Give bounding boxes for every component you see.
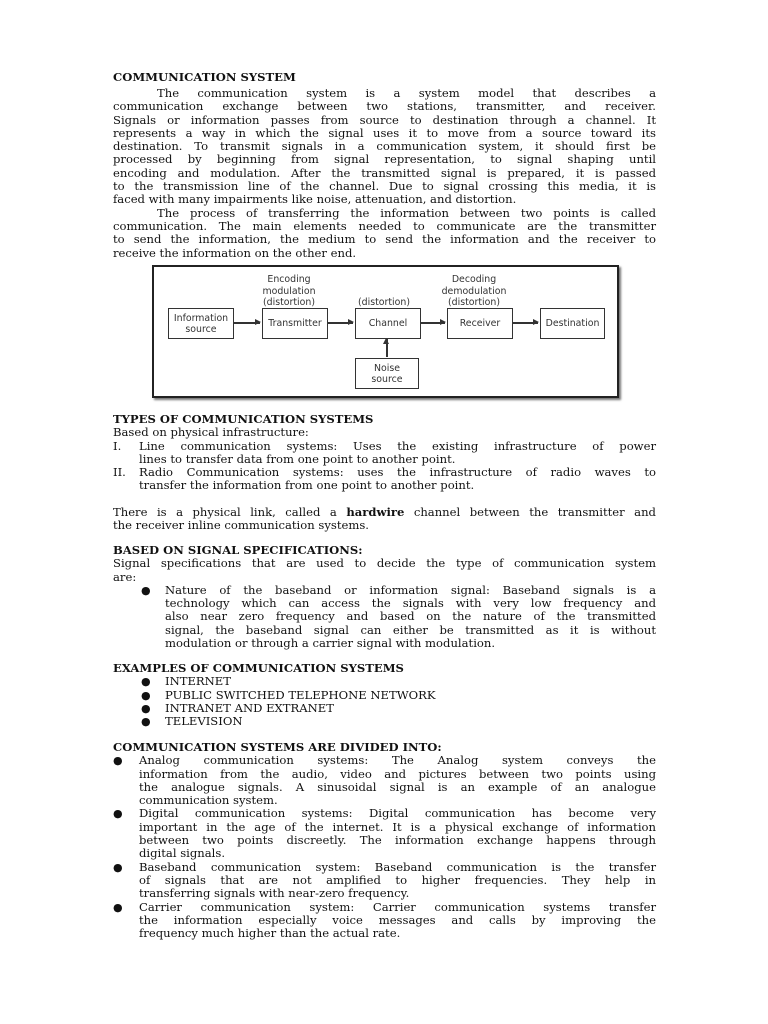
text-line: Nature of the baseband or information signal: Baseband signals is a xyxy=(165,582,656,597)
text-line: communication system. xyxy=(139,793,278,808)
text-line: information from the audio, video and pictures between two points using xyxy=(139,766,656,781)
destination-box: Destination xyxy=(540,308,605,339)
bullet-icon: ● xyxy=(113,807,123,821)
channel-annotation: (distortion) xyxy=(358,297,410,308)
text-line: TELEVISION xyxy=(165,714,243,729)
receiver-annotation xyxy=(424,274,524,309)
list-marker: II. xyxy=(113,465,126,480)
bullet-icon: ● xyxy=(141,675,151,689)
bullet-icon: ● xyxy=(141,583,151,597)
text-line: represents a way in which the signal uses it to move from a source toward its xyxy=(113,125,656,140)
examples-section xyxy=(113,662,656,728)
bold-term: hardwire xyxy=(346,505,405,520)
text-line: digital signals. xyxy=(139,846,226,861)
list-item xyxy=(113,440,656,467)
text-line: the receiver inline communication systems. xyxy=(113,518,369,533)
text-line: signal, the baseband signal can either be transmitted as it is without xyxy=(165,622,656,637)
text-line: destination. To transmit signals in a communication system, it should first be xyxy=(113,139,656,154)
text-line: to the transmission line of the channel. Due to signal crossing this media, it is xyxy=(113,179,656,194)
list-item xyxy=(113,584,656,650)
text-line: transfer the information from one point to another point. xyxy=(139,478,475,493)
bullet-icon: ● xyxy=(141,701,151,715)
bullet-icon: ● xyxy=(113,754,123,768)
text-line: Analog communication systems: The Analog system conveys the xyxy=(139,753,656,768)
text-line: receive the information on the other end. xyxy=(113,245,357,260)
list-item xyxy=(113,861,656,901)
arrow-right-icon xyxy=(421,322,445,324)
section-heading: EXAMPLES OF COMMUNICATION SYSTEMS xyxy=(113,661,404,675)
signal-specs-section xyxy=(113,544,656,650)
list-item xyxy=(113,702,656,715)
bullet-icon: ● xyxy=(141,688,151,702)
subheading: Based on physical infrastructure: xyxy=(113,425,309,440)
text-line: The communication system is a system model that describes a xyxy=(157,86,656,100)
text-line: are: xyxy=(113,569,137,584)
text-line: important in the age of the internet. It is a physical exchange of information xyxy=(139,819,656,834)
divided-section xyxy=(113,741,656,940)
rx-label-line: Decoding xyxy=(451,274,497,285)
text-line: technology which can access the signals with very low frequency and xyxy=(165,596,656,611)
text-line: also near zero frequency and based on the nature of the transmitted xyxy=(165,609,656,624)
text-line: of signals that are not amplified to higher frequencies. They help in xyxy=(139,872,656,887)
text-line: INTRANET AND EXTRANET xyxy=(165,700,334,715)
text-line: Carrier communication system: Carrier communication systems transfer xyxy=(139,899,656,914)
types-section xyxy=(113,413,656,533)
text-run: There is a physical link, called a xyxy=(113,505,347,520)
text-line: Digital communication systems: Digital communication has become very xyxy=(139,806,656,821)
bullet-icon: ● xyxy=(141,715,151,729)
channel-box: Channel xyxy=(355,308,421,339)
list-item xyxy=(113,715,656,728)
receiver-box: Receiver xyxy=(447,308,513,339)
spacer xyxy=(113,493,656,506)
text-line: encoding and modulation. After the transmitted signal is prepared, it is passed xyxy=(113,165,656,180)
text-run: channel between the transmitter and xyxy=(404,505,656,520)
rx-label-line: demodulation xyxy=(441,285,507,297)
noise-source-box: Noise source xyxy=(355,358,419,389)
text-line: the information especially voice messages and calls by improving the xyxy=(139,912,656,927)
text-line: frequency much higher than the actual rate. xyxy=(139,926,401,941)
transmitter-box: Transmitter xyxy=(262,308,328,339)
text-line: modulation or through a carrier signal with modulation. xyxy=(165,636,496,651)
list-item xyxy=(113,754,656,807)
bullet-icon: ● xyxy=(113,860,123,874)
text-line: between two points discreetly. The information exchange happens through xyxy=(139,833,656,848)
information-source-box: Information source xyxy=(168,308,234,339)
page-title: COMMUNICATION SYSTEM xyxy=(113,70,296,84)
text-line: Radio Communication systems: uses the infrastructure of radio waves to xyxy=(139,465,656,480)
text-line: processed by beginning from signal representation, to signal shaping until xyxy=(113,152,656,167)
text-line: lines to transfer data from one point to another point. xyxy=(139,451,456,466)
arrow-right-icon xyxy=(513,322,538,324)
text-line: PUBLIC SWITCHED TELEPHONE NETWORK xyxy=(165,687,436,702)
tx-label-line: Encoding xyxy=(267,274,311,285)
text-line: transferring signals with near-zero frequency. xyxy=(139,886,410,901)
text-line: communication. The main elements needed to communicate are the transmitter xyxy=(113,218,656,233)
list-item xyxy=(113,689,656,702)
text-line: Baseband communication system: Baseband communication is the transfer xyxy=(139,859,656,874)
communication-block-diagram xyxy=(152,265,619,398)
text-line xyxy=(113,506,656,519)
tx-label-line: modulation xyxy=(262,285,316,297)
list-item xyxy=(113,675,656,688)
text-line: Signals or information passes from source to destination through a channel. It xyxy=(113,112,656,127)
bullet-icon: ● xyxy=(113,900,123,914)
arrow-right-icon xyxy=(234,322,260,324)
list-marker: I. xyxy=(113,438,122,453)
text-line: INTERNET xyxy=(165,674,231,689)
transmitter-annotation xyxy=(244,274,334,309)
arrow-up-icon xyxy=(386,339,388,357)
text-line: to send the information, the medium to send the information and the receiver to xyxy=(113,232,656,247)
arrow-right-icon xyxy=(328,322,353,324)
intro-section xyxy=(113,87,656,260)
tx-label-line: (distortion) xyxy=(263,297,315,308)
text-line: The process of transferring the information between two points is called xyxy=(157,205,656,220)
text-line: the analogue signals. A sinusoidal signal is an example of an analogue xyxy=(139,779,656,794)
rx-label-line: (distortion) xyxy=(448,297,500,308)
list-item xyxy=(113,466,656,493)
title-block xyxy=(113,71,656,84)
section-heading: BASED ON SIGNAL SPECIFICATIONS: xyxy=(113,543,363,557)
list-item xyxy=(113,807,656,860)
list-item xyxy=(113,901,656,941)
text-line: Line communication systems: Uses the existing infrastructure of power xyxy=(139,438,656,453)
text-line: faced with many impairments like noise, attenuation, and distortion. xyxy=(113,192,517,207)
text-line: communication exchange between two stations, transmitter, and receiver. xyxy=(113,99,656,114)
section-heading: TYPES OF COMMUNICATION SYSTEMS xyxy=(113,412,374,426)
text-line: Signal specifications that are used to decide the type of communication system xyxy=(113,556,656,571)
section-heading: COMMUNICATION SYSTEMS ARE DIVIDED INTO: xyxy=(113,740,442,754)
